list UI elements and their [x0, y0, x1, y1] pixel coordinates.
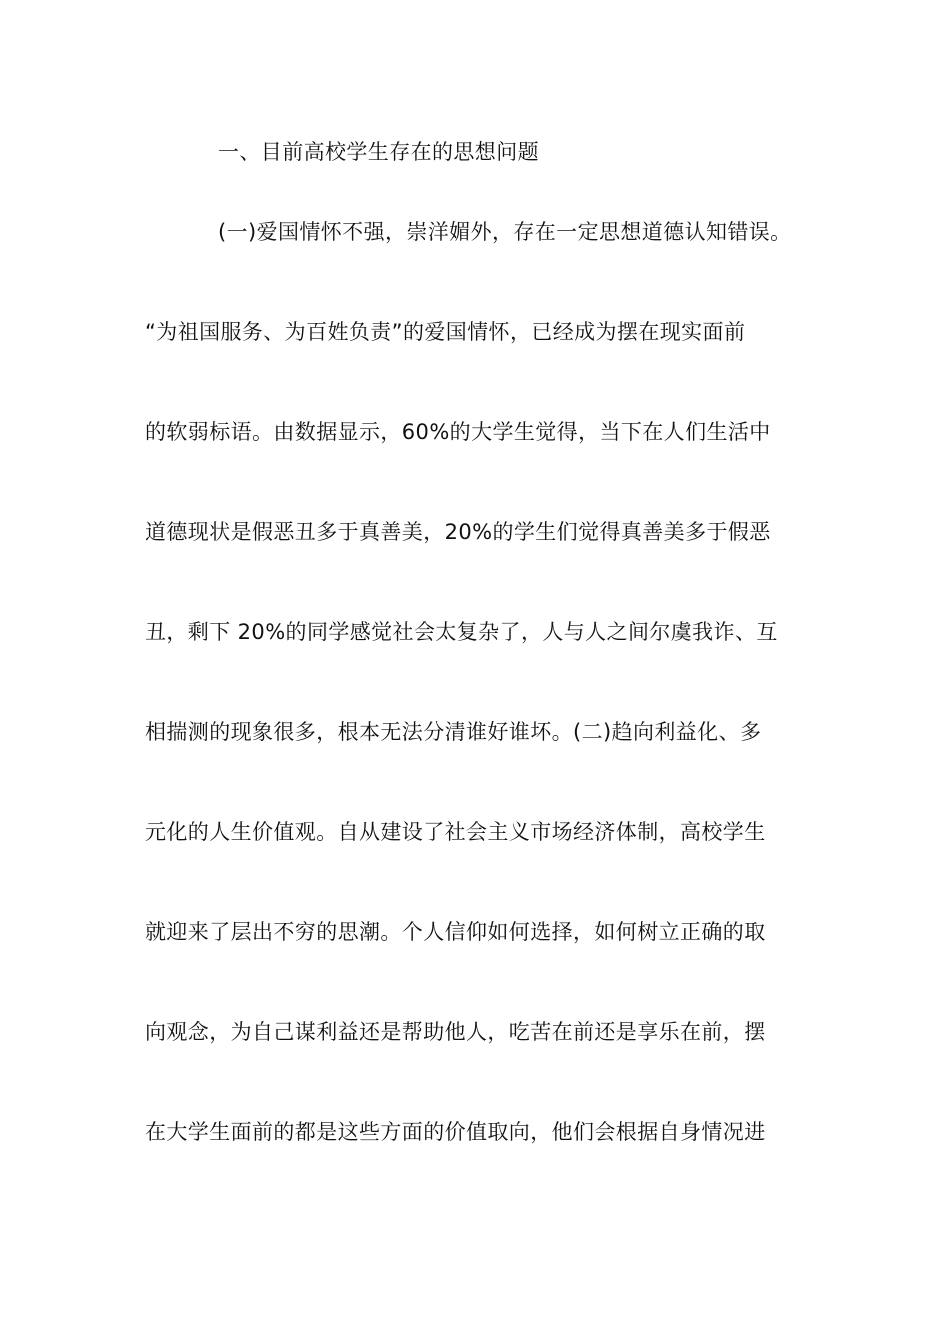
sub-heading: (一)爱国情怀不强，崇洋媚外，存在一定思想道德认知错误。: [218, 220, 792, 244]
body-line: 道德现状是假恶丑多于真善美，20%的学生们觉得真善美多于假恶: [145, 520, 771, 544]
section-heading: 一、目前高校学生存在的思想问题: [218, 140, 539, 164]
body-line: 元化的人生价值观。自从建设了社会主义市场经济体制，高校学生: [145, 820, 766, 844]
body-line: 就迎来了层出不穷的思潮。个人信仰如何选择，如何树立正确的取: [145, 920, 766, 944]
body-line: 丑，剩下 20%的同学感觉社会太复杂了，人与人之间尔虞我诈、互: [145, 620, 778, 644]
body-line: 的软弱标语。由数据显示，60%的大学生觉得，当下在人们生活中: [145, 420, 771, 444]
body-line: 向观念，为自己谋利益还是帮助他人，吃苦在前还是享乐在前，摆: [145, 1020, 766, 1044]
body-line: “为祖国服务、为百姓负责”的爱国情怀，已经成为摆在现实面前: [145, 320, 746, 344]
body-line: 在大学生面前的都是这些方面的价值取向，他们会根据自身情况进: [145, 1120, 766, 1144]
body-line: 相揣测的现象很多，根本无法分清谁好谁坏。(二)趋向利益化、多: [145, 720, 762, 744]
